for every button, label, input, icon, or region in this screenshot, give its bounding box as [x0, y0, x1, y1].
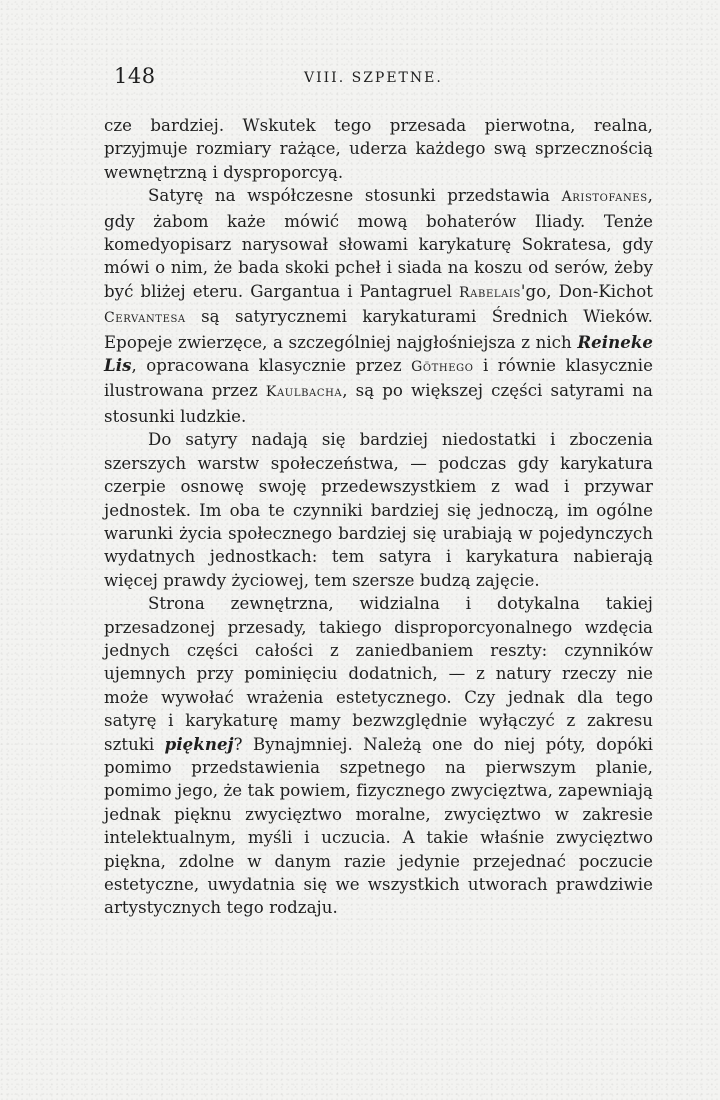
emphasis-text: pięknej [164, 733, 234, 754]
text-run: 'go, Don-Kichot [520, 281, 653, 301]
author-name: Göthego [411, 359, 474, 376]
running-head [104, 64, 653, 96]
text-run: ? Bynajmniej. Należą one do niej póty, dopóki pomimo przedstawienia szpetnego na pierwszym planie, pomimo jego, że tak powiem, fizycznego zwycięztwa, zapewniają jednak pięknu zwycięztwo moralne, zwycięztwo w zakresie intelektualnym, myśli i uczucia. A takie właśnie zwycięztwo piękna, zdolne w danym razie jedynie przejednać poczucie estetyczne, uwydatnia się we wszystkich utworach prawdziwie artystycznych tego rodzaju. [104, 734, 653, 918]
text-run: Strona zewnętrzna, widzialna i dotykalna takiej przesadzonej przesady, takiego disproporcyonalnego wzdęcia jednych części całości z zaniedbaniem reszty: czynników ujemnych przy pominięciu dodatnich, — z natury rzeczy nie może wywołać wrażenia estetycznego. Czy jednak dla tego satyrę i karykaturę mamy bezwzględnie wyłączyć z zakresu sztuki [104, 594, 653, 754]
text-run: i równie klasycznie ilustrowana przez [104, 356, 653, 401]
text-run: cze bardziej. Wskutek tego przesada pierwotna, realna, przyjmuje rozmiary rażące, uderza każdego swą sprzecznością wewnętrzną i dysproporcyą. [104, 116, 653, 182]
author-name: Cervantesa [104, 310, 186, 327]
text-run: Do satyry nadają się bardziej niedostatki i zboczenia szerszych warstw społeczeństwa, — podczas gdy karykatura czerpie osnowę swoję przedewszystkiem z wad i przywar jednostek. Im oba te czynniki bardziej się jednoczą, im ogólne warunki życia społecznego bardziej się urabiają w pojedynczych wydatnych jednostkach: tem satyra i karykatura nabierają więcej prawdy życiowej, tem szersze budzą zajęcie. [104, 430, 653, 590]
section-title: VIII. SZPETNE. [304, 70, 443, 86]
text-run: , gdy żabom każe mówić mową bohaterów Iliady. Tenże komedyopisarz narysował słowami karykaturę Sokratesa, gdy mówi o nim, że bada skoki pcheł i siada na koszu od serów, żeby być bliżej eteru. Gargantua i Pantagruel [104, 186, 653, 301]
body-text [104, 114, 653, 920]
emphasis-text: Reineke Lis [104, 331, 653, 376]
paragraph [104, 428, 653, 592]
paragraph [104, 184, 653, 428]
text-run: są satyrycznemi karykaturami Średnich Wieków. Epopeje zwierzęce, a szczególniej najgłośniejsza z nich [104, 307, 653, 352]
text-run: , są po większej części satyrami na stosunki ludzkie. [104, 381, 653, 426]
author-name: Kaulbacha [265, 384, 343, 401]
author-name: Aristofanes [561, 189, 648, 206]
paragraph [104, 114, 653, 184]
text-run: , opracowana klasycznie przez [131, 356, 412, 376]
text-run: Satyrę na współczesne stosunki przedstawia [148, 186, 562, 206]
author-name: Rabelais [459, 284, 521, 301]
book-page [104, 64, 653, 920]
paragraph [104, 592, 653, 920]
page-number: 148 [114, 64, 156, 88]
